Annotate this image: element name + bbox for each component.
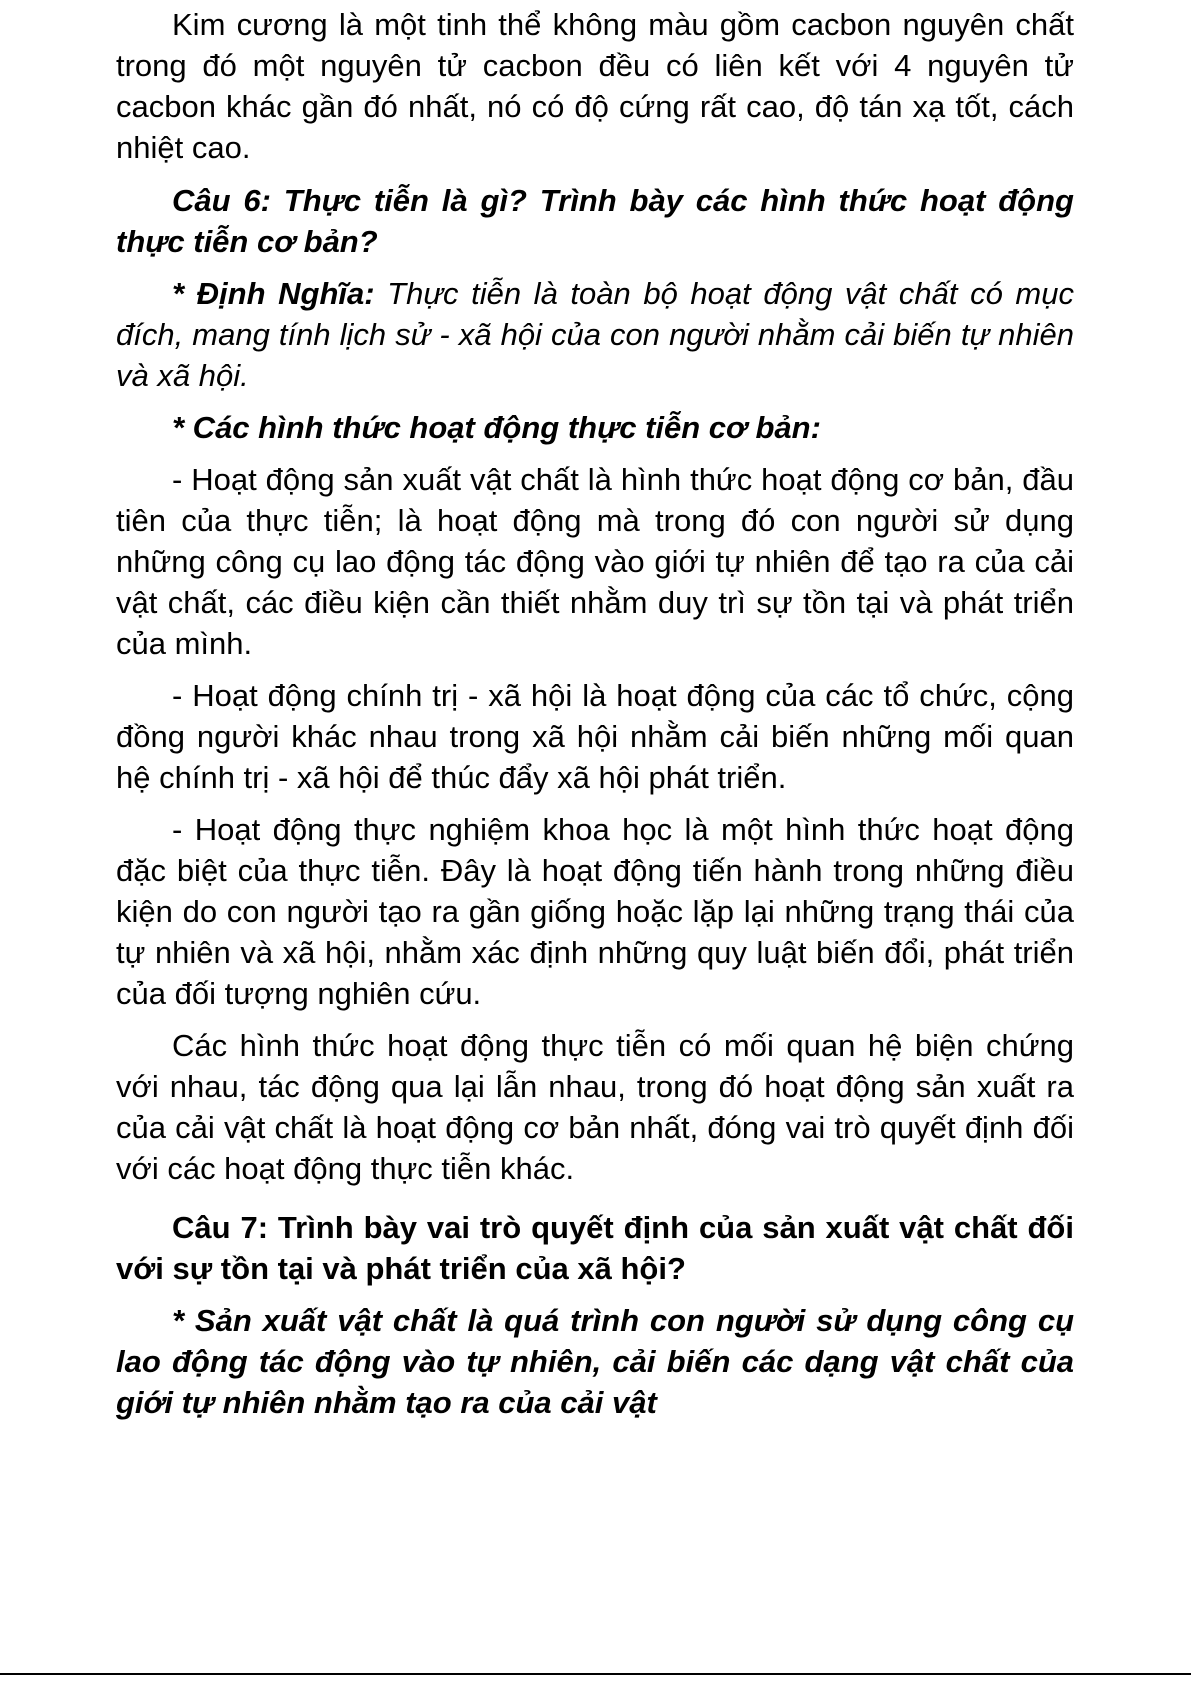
form-material-production: - Hoạt động sản xuất vật chất là hình thức hoạt động cơ bản, đầu tiên của thực tiễn; là hoạt động mà trong đó con người sử dụng những công cụ lao động tác động vào giới tự nhiên để tạo ra của cải vật chất, các điều kiện cần thiết nhằm duy trì sự tồn tại và phát triển của mình.: [116, 462, 1074, 661]
question-7-definition: * Sản xuất vật chất là quá trình con người sử dụng công cụ lao động tác động vào tự nhiên, cải biến các dạng vật chất của giới tự nhiên nhằm tạo ra của cải vật: [116, 1303, 1074, 1420]
forms-heading: * Các hình thức hoạt động thực tiễn cơ bản:: [172, 410, 821, 445]
paragraph-relation: Các hình thức hoạt động thực tiễn có mối quan hệ biện chứng với nhau, tác động qua lại lẫn nhau, trong đó hoạt động sản xuất ra của cải vật chất là hoạt động cơ bản nhất, đóng vai trò quyết định đối với các hoạt động thực tiễn khác.: [116, 1028, 1074, 1186]
question-7-heading: Câu 7: Trình bày vai trò quyết định của sản xuất vật chất đối với sự tồn tại và phát triển của xã hội?: [116, 1210, 1074, 1286]
definition-label: * Định Nghĩa:: [172, 276, 375, 311]
form-political-social: - Hoạt động chính trị - xã hội là hoạt động của các tổ chức, cộng đồng người khác nhau trong xã hội nhằm cải biến những mối quan hệ chính trị - xã hội để thúc đẩy xã hội phát triển.: [116, 678, 1074, 795]
definition-paragraph: [116, 273, 1074, 396]
paragraph-diamond: Kim cương là một tinh thể không màu gồm cacbon nguyên chất trong đó một nguyên tử cacbon đều có liên kết với 4 nguyên tử cacbon khác gần đó nhất, nó có độ cứng rất cao, độ tán xạ tốt, cách nhiệt cao.: [116, 7, 1074, 165]
definition-text: Thực tiễn là toàn bộ hoạt động vật chất có mục đích, mang tính lịch sử - xã hội của con người nhằm cải biến tự nhiên và xã hội.: [116, 276, 1074, 393]
question-6-heading: Câu 6: Thực tiễn là gì? Trình bày các hình thức hoạt động thực tiễn cơ bản?: [116, 183, 1074, 259]
form-scientific-experiment: - Hoạt động thực nghiệm khoa học là một hình thức hoạt động đặc biệt của thực tiễn. Đây là hoạt động tiến hành trong những điều kiện do con người tạo ra gần giống hoặc lặp lại những trạng thái của tự nhiên và xã hội, nhằm xác định những quy luật biến đổi, phát triển của đối tượng nghiên cứu.: [116, 812, 1074, 1011]
page-bottom-rule: [0, 1673, 1191, 1675]
document-page: [116, 0, 1074, 1423]
